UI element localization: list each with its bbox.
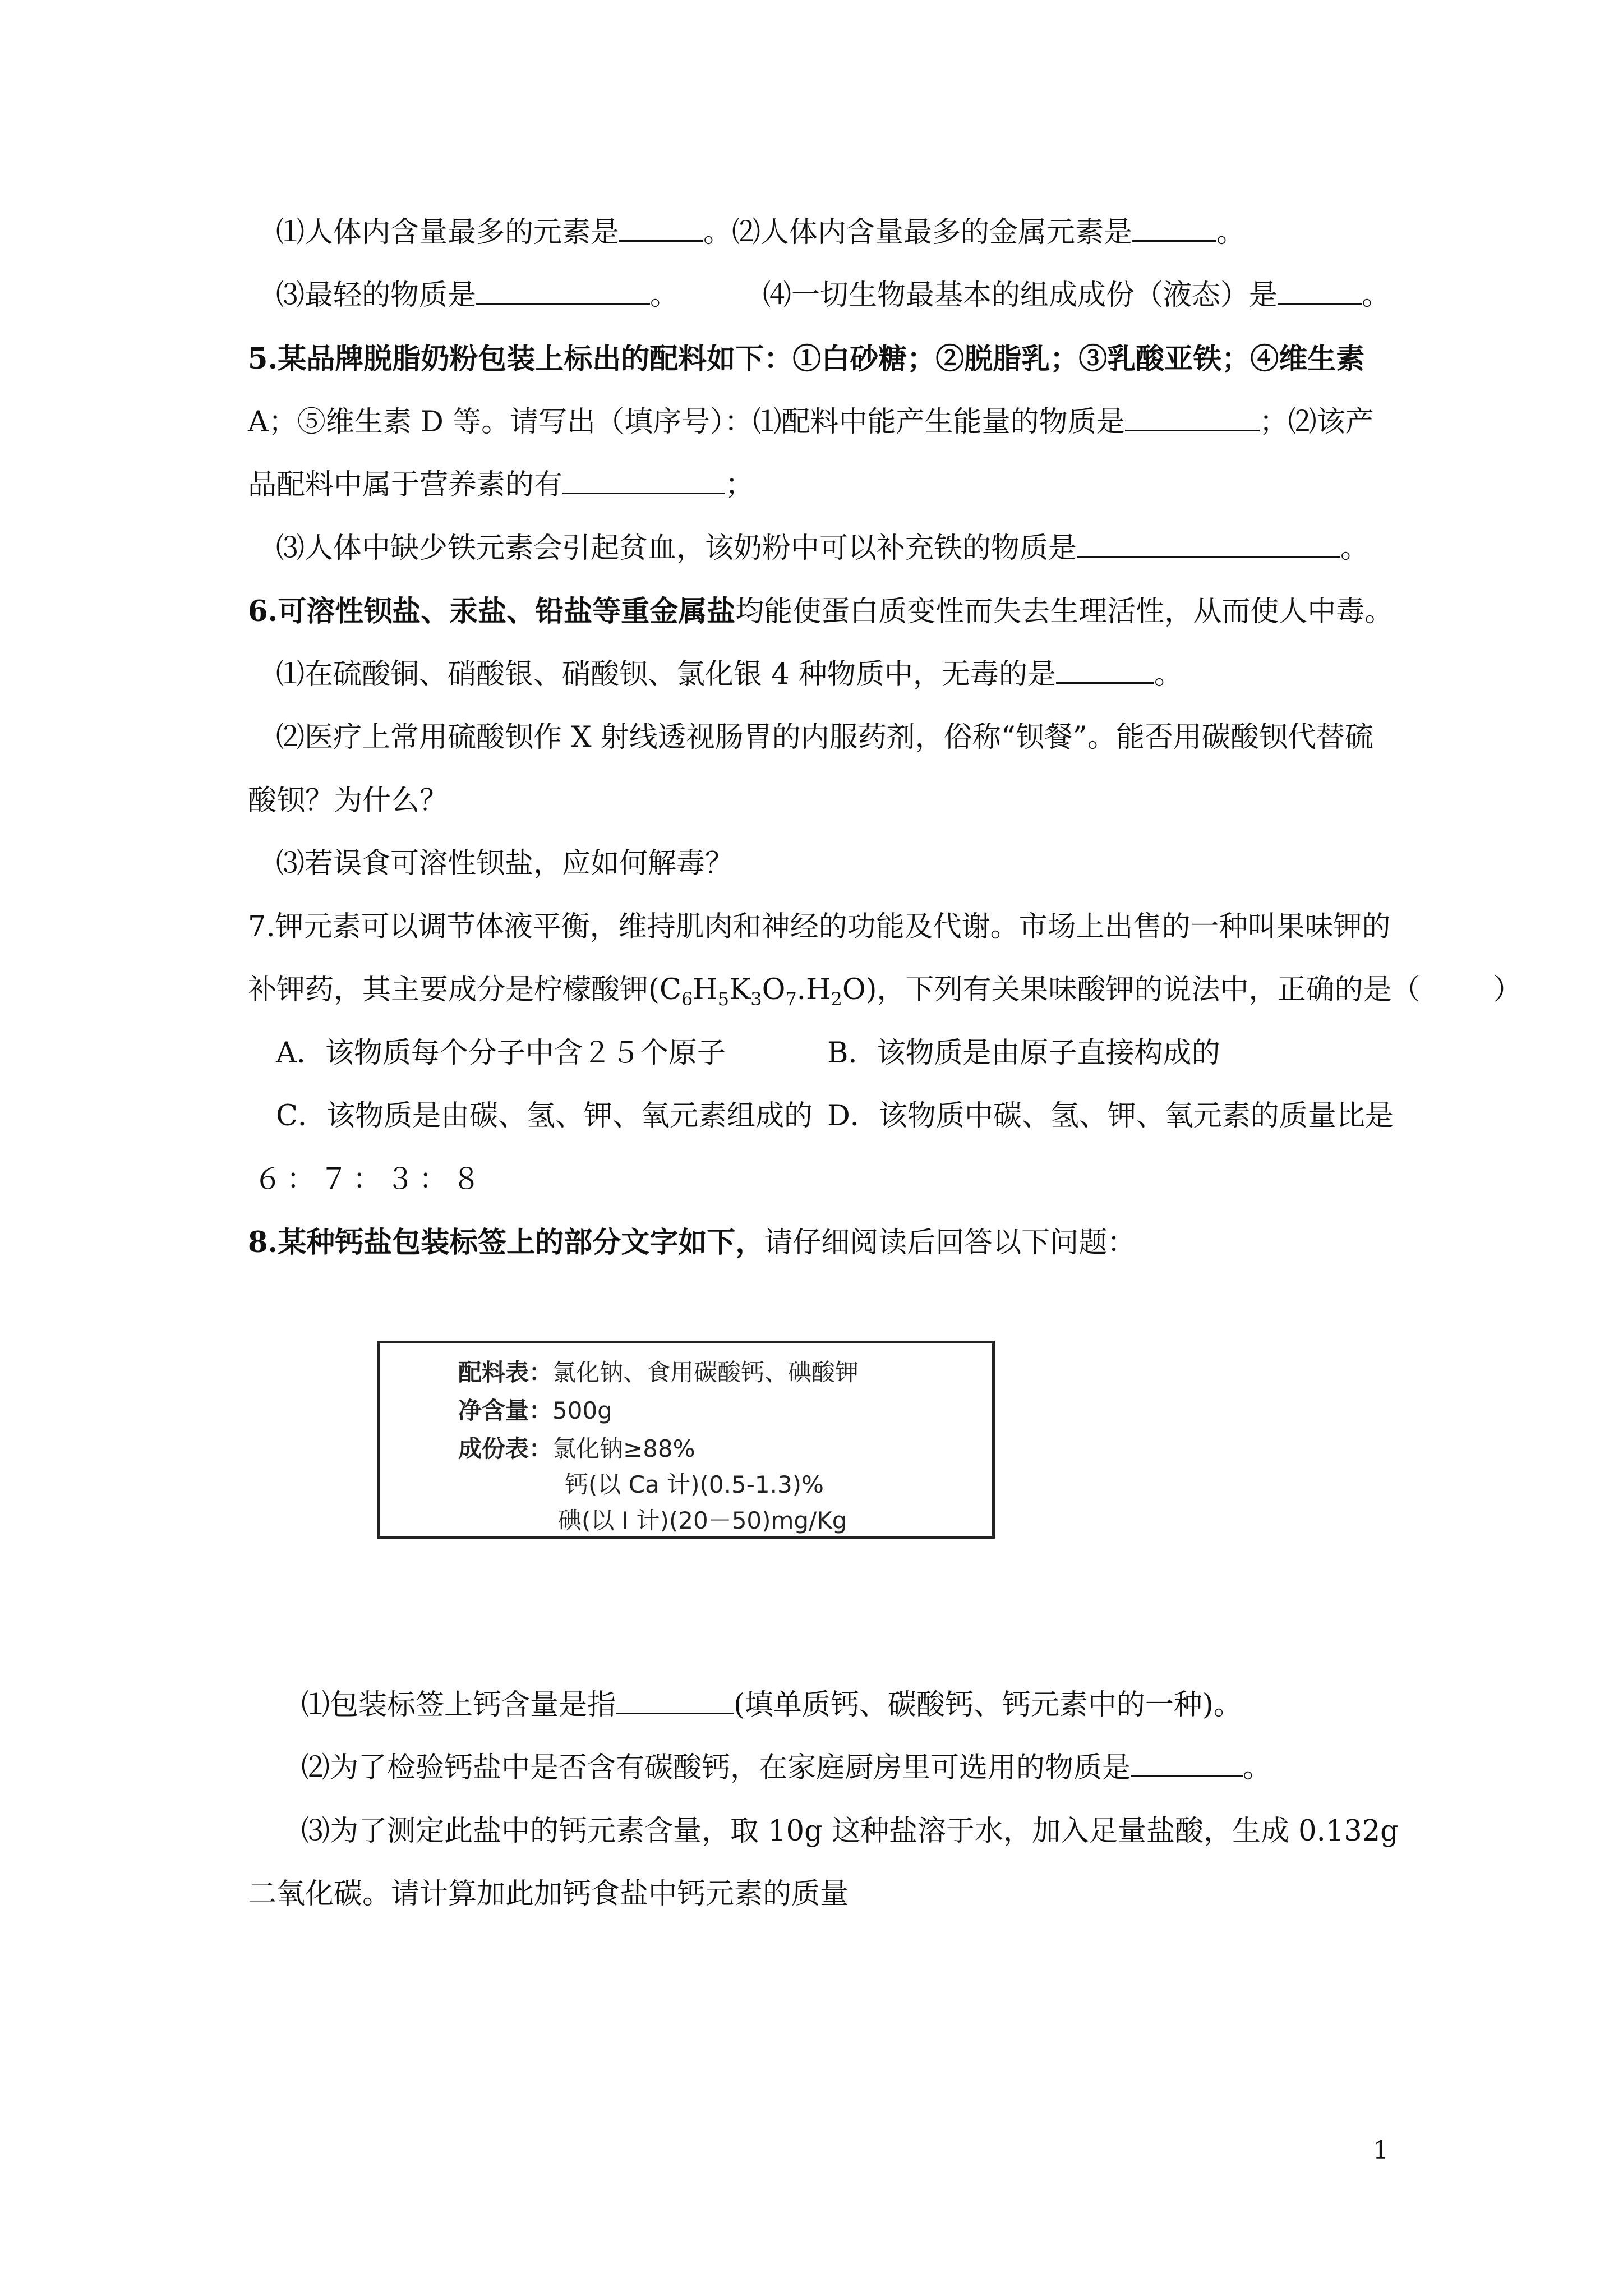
q7-text: O)，下列有关果味酸钾的说法中，正确的是（ <box>842 973 1421 1006</box>
q5-text: 。 <box>1340 532 1370 565</box>
label-key: 配料表： <box>458 1359 553 1386</box>
q6-line-4: 酸钡？为什么？ <box>248 784 449 817</box>
answer-blank[interactable] <box>1077 531 1340 558</box>
formula-subscript: 6 <box>681 988 693 1010</box>
label-row-composition <box>458 1433 695 1465</box>
q8-text: (填单质钙、碳酸钙、钙元素中的一种)。 <box>734 1688 1242 1722</box>
q8-sub-3: ⑶为了测定此盐中的钙元素含量，取 10g 这种盐溶于水，加入足量盐酸，生成 0.132g <box>301 1815 1399 1848</box>
q6-line-1 <box>248 592 1393 632</box>
q8-text: 请仔细阅读后回答以下问题： <box>764 1226 1136 1259</box>
q4-line-2 <box>276 276 1390 315</box>
q6-text: 6.可溶性钡盐、汞盐、铅盐等重金属盐 <box>248 595 736 628</box>
q7-text: ） <box>1493 973 1522 1006</box>
label-key: 成份表： <box>458 1435 553 1462</box>
q5-text: 品配料中属于营养素的有 <box>248 468 563 501</box>
q6-text: 。 <box>1154 658 1183 691</box>
q7-line-1: 7.钾元素可以调节体液平衡，维持肌肉和神经的功能及代谢。市场上出售的一种叫果味钾的 <box>248 910 1391 944</box>
q5-line-3 <box>248 466 754 505</box>
q6-line-5: ⑶若误食可溶性钡盐，应如何解毒？ <box>276 847 734 880</box>
page-number: 1 <box>1373 2136 1389 2165</box>
option-d-ratio: ６：７：３：８ <box>253 1163 486 1196</box>
q4-line-1 <box>276 213 1245 252</box>
q7-text: O <box>762 973 786 1006</box>
formula-subscript: 7 <box>785 988 797 1010</box>
q4-text: 。⑵人体内含量最多的金属元素是 <box>703 216 1133 249</box>
q8-text: 。 <box>1243 1751 1272 1784</box>
label-value: 500g <box>552 1397 612 1424</box>
label-value: 氯化钠、食用碳酸钙、碘酸钾 <box>552 1359 859 1386</box>
label-row-net-weight <box>458 1395 612 1427</box>
q4-text: ⑷一切生物最基本的组成成份（液态）是 <box>763 279 1278 312</box>
answer-blank[interactable] <box>616 1688 734 1714</box>
answer-blank[interactable] <box>1125 405 1260 431</box>
q4-text: ⑴人体内含量最多的元素是 <box>276 216 620 249</box>
label-row-ingredients <box>458 1357 859 1388</box>
q5-line-4 <box>276 529 1369 568</box>
answer-blank[interactable] <box>1131 1751 1243 1777</box>
q7-line-2 <box>248 970 1522 1019</box>
label-row-calcium: 钙(以 Ca 计)(0.5-1.3)% <box>565 1471 824 1498</box>
q6-line-2 <box>276 655 1183 694</box>
q4-text: 。 <box>1362 279 1391 312</box>
formula-subscript: 3 <box>750 988 762 1010</box>
label-value: 氯化钠≥88% <box>552 1435 695 1462</box>
answer-blank[interactable] <box>476 278 650 305</box>
q8-sub-3-cont: 二氧化碳。请计算加此加钙食盐中钙元素的质量 <box>248 1878 849 1911</box>
q4-text: ⑶最轻的物质是 <box>276 279 477 312</box>
q7-text: .H <box>796 973 831 1006</box>
q8-text: ⑵为了检验钙盐中是否含有碳酸钙，在家庭厨房里可选用的物质是 <box>301 1751 1131 1784</box>
formula-subscript: 5 <box>717 988 730 1010</box>
answer-blank[interactable] <box>619 215 703 242</box>
option-c[interactable]: C．该物质是由碳、氢、钾、氧元素组成的 <box>276 1099 813 1133</box>
answer-blank[interactable] <box>1132 215 1216 242</box>
q7-text: K <box>729 973 751 1006</box>
q5-text: ； <box>725 468 754 501</box>
label-key: 净含量： <box>458 1397 553 1424</box>
q7-text: 补钾药，其主要成分是柠檬酸钾(C <box>248 973 681 1006</box>
q5-text: ⑶人体中缺少铁元素会引起贫血，该奶粉中可以补充铁的物质是 <box>276 532 1077 565</box>
q5-text: ；⑵该产 <box>1259 406 1374 439</box>
formula-subscript: 2 <box>831 988 842 1010</box>
q8-sub-1 <box>301 1686 1242 1725</box>
q6-text: 均能使蛋白质变性而失去生理活性，从而使人中毒。 <box>735 595 1394 628</box>
q8-text: ⑴包装标签上钙含量是指 <box>301 1688 616 1722</box>
q7-text: H <box>693 973 718 1006</box>
q4-text: 。 <box>1216 216 1246 249</box>
answer-blank[interactable] <box>1278 278 1362 305</box>
q5-text: A；⑤维生素 D 等。请写出（填序号）：⑴配料中能产生能量的物质是 <box>248 406 1125 439</box>
q6-text: ⑴在硫酸铜、硝酸银、硝酸钡、氯化银 4 种物质中，无毒的是 <box>276 658 1056 691</box>
option-d[interactable]: D．该物质中碳、氢、钾、氧元素的质量比是 <box>827 1099 1394 1133</box>
q5-line-1: 5.某品牌脱脂奶粉包装上标出的配料如下：①白砂糖；②脱脂乳；③乳酸亚铁；④维生素 <box>248 342 1365 376</box>
option-a[interactable]: A．该物质每个分子中含２５个原子 <box>276 1037 726 1070</box>
q8-text: 8.某种钙盐包装标签上的部分文字如下， <box>248 1226 764 1259</box>
q8-line-1 <box>248 1223 1136 1263</box>
q6-line-3: ⑵医疗上常用硫酸钡作 X 射线透视肠胃的内服药剂，俗称“钡餐”。能否用碳酸钡代替硫 <box>276 721 1373 754</box>
option-b[interactable]: B．该物质是由原子直接构成的 <box>827 1037 1220 1070</box>
answer-blank[interactable] <box>562 468 725 494</box>
label-row-iodine: 碘(以 I 计)(20－50)mg/Kg <box>558 1507 847 1534</box>
answer-blank[interactable] <box>1056 657 1154 684</box>
q8-sub-2 <box>301 1749 1271 1788</box>
salt-package-label <box>377 1341 995 1539</box>
q4-text: 。 <box>650 279 679 312</box>
q5-line-2 <box>248 403 1374 442</box>
